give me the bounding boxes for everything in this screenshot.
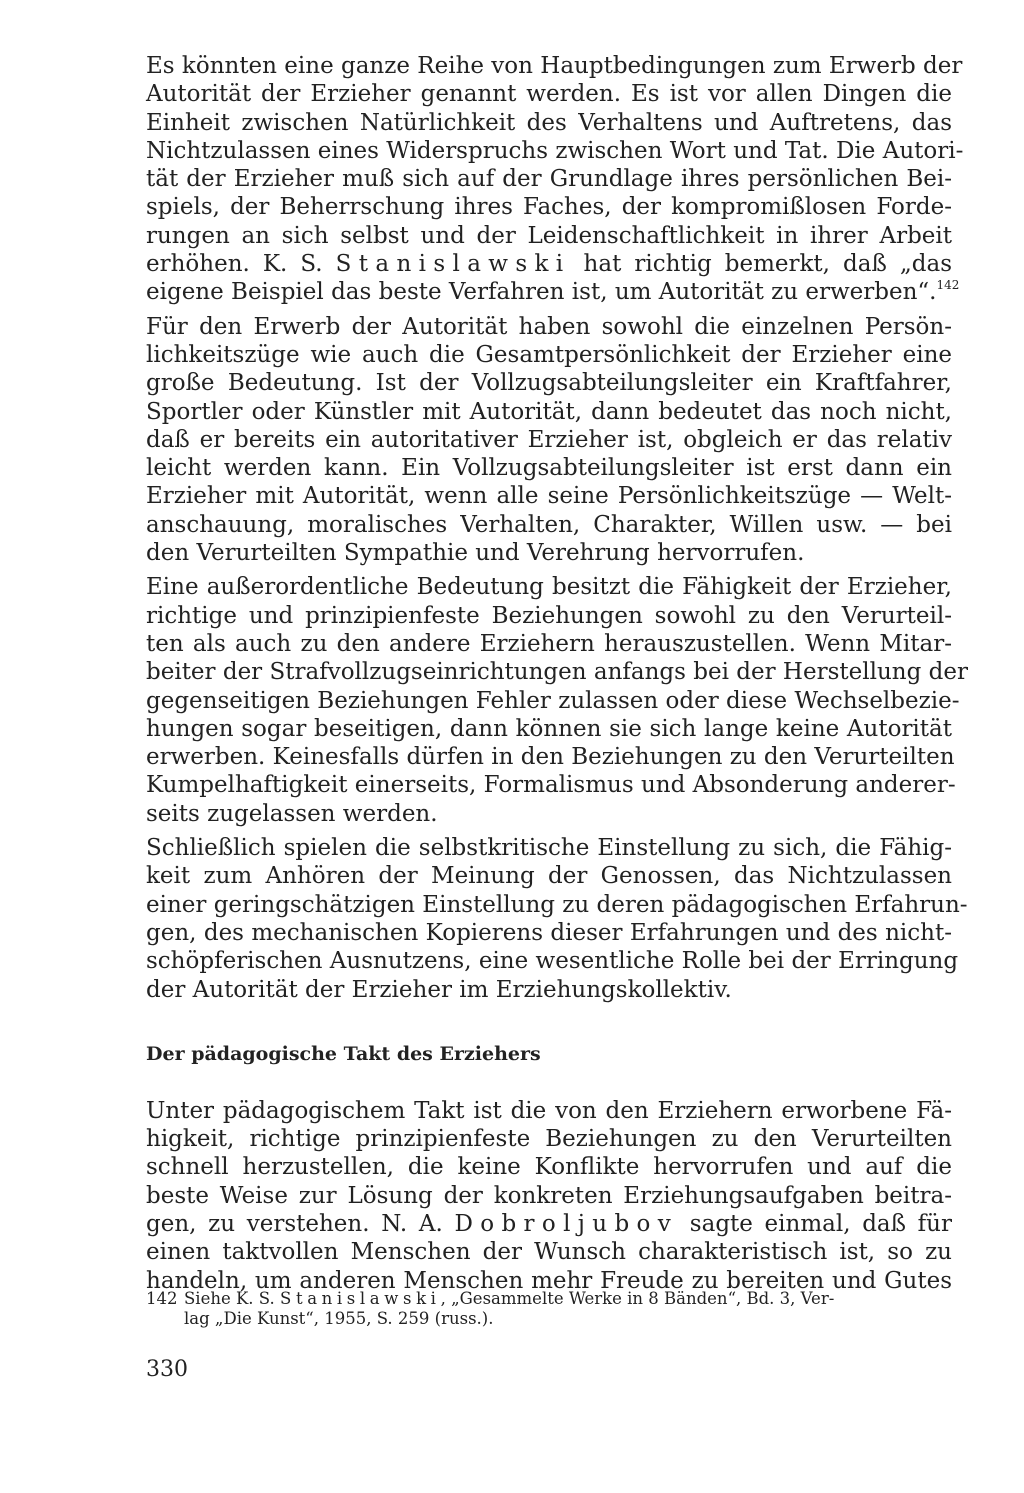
text-line: keit zum Anhören der Meinung der Genossen, das Nichtzulassen bbox=[146, 863, 952, 890]
text-line: handeln, um anderen Menschen mehr Freude zu bereiten und Gutes bbox=[146, 1267, 952, 1294]
text-line: der Autorität der Erzieher im Erziehungskollektiv. bbox=[146, 976, 732, 1003]
author-name: Stanislawski bbox=[335, 251, 571, 278]
footnote-line bbox=[146, 1289, 952, 1309]
text-line: Erzieher mit Autorität, wenn alle seine Persönlichkeitszüge — Welt- bbox=[146, 483, 952, 510]
text-line: Unter pädagogischem Takt ist die von den Erziehern erworbene Fä- bbox=[146, 1097, 952, 1124]
author-name: Stanislawski bbox=[280, 1289, 441, 1308]
paragraph-authority-conditions bbox=[146, 52, 964, 307]
text-line: daß er bereits ein autoritativer Erzieher ist, obgleich er das relativ bbox=[146, 426, 952, 453]
text-line: leicht werden kann. Ein Vollzugsabteilungsleiter ist erst dann ein bbox=[146, 455, 952, 482]
text-line: einer geringschätzigen Einstellung zu deren pädagogischen Erfahrun- bbox=[146, 891, 968, 918]
footnote-number: 142 bbox=[146, 1289, 178, 1308]
text-line: erwerben. Keinesfalls dürfen in den Beziehungen zu den Verurteilten bbox=[146, 744, 955, 771]
text-line: richtige und prinzipienfeste Beziehungen sowohl zu den Verurteil- bbox=[146, 602, 952, 629]
text-fragment: , „Gesammelte Werke in 8 Bänden“, Bd. 3, Ver- bbox=[440, 1289, 835, 1308]
text-line: einen taktvollen Menschen der Wunsch charakteristisch ist, so zu bbox=[146, 1239, 952, 1266]
text-fragment: eigene Beispiel das beste Verfahren ist, um Autorität zu erwerben“. bbox=[146, 279, 937, 306]
text-line: Einheit zwischen Natürlichkeit des Verhaltens und Auftretens, das bbox=[146, 109, 952, 136]
text-line: ten als auch zu den andere Erziehern herauszustellen. Wenn Mitar- bbox=[146, 630, 952, 657]
footnote-line bbox=[146, 1309, 952, 1329]
text-line: anschauung, moralisches Verhalten, Charakter, Willen usw. — bei bbox=[146, 511, 952, 538]
text-fragment: hat richtig bemerkt, daß „das bbox=[583, 251, 952, 278]
text-line: hungen sogar beseitigen, dann können sie sich lange keine Autorität bbox=[146, 715, 952, 742]
text-line: Kumpelhaftigkeit einerseits, Formalismus und Absonderung anderer- bbox=[146, 772, 956, 799]
text-line: Für den Erwerb der Autorität haben sowohl die einzelnen Persön- bbox=[146, 313, 952, 340]
text-line: Sportler oder Künstler mit Autorität, dann bedeutet das noch nicht, bbox=[146, 398, 952, 425]
text-line: Schließlich spielen die selbstkritische Einstellung zu sich, die Fähig- bbox=[146, 835, 952, 862]
text-line: schöpferischen Ausnutzens, eine wesentliche Rolle bei der Erringung bbox=[146, 948, 959, 975]
author-name: Dobroljubov bbox=[454, 1210, 679, 1237]
page-number: 330 bbox=[146, 1357, 188, 1382]
text-line: lichkeitszüge wie auch die Gesamtpersönlichkeit der Erzieher eine bbox=[146, 341, 952, 368]
text-line bbox=[146, 250, 952, 278]
text-line: gegenseitigen Beziehungen Fehler zulassen oder diese Wechselbezie- bbox=[146, 687, 960, 714]
text-line: beste Weise zur Lösung der konkreten Erziehungsaufgaben beitra- bbox=[146, 1182, 952, 1209]
text-fragment: lag „Die Kunst“, 1955, S. 259 (russ.). bbox=[184, 1309, 494, 1328]
text-line: Es könnten eine ganze Reihe von Hauptbedingungen zum Erwerb der bbox=[146, 53, 963, 79]
text-line: gen, des mechanischen Kopierens dieser Erfahrungen und des nicht- bbox=[146, 919, 952, 946]
paragraph-self-criticism bbox=[146, 834, 968, 1004]
text-fragment: gen, zu verstehen. N. A. bbox=[146, 1210, 443, 1237]
footnote bbox=[146, 1289, 952, 1329]
text-line: beiter der Strafvollzugseinrichtungen anfangs bei der Herstellung der bbox=[146, 659, 968, 686]
text-line bbox=[146, 278, 960, 306]
text-line: higkeit, richtige prinzipienfeste Beziehungen zu den Verurteilten bbox=[146, 1126, 952, 1153]
page-body bbox=[146, 52, 968, 1295]
text-line: seits zugelassen werden. bbox=[146, 800, 438, 827]
footnote-reference[interactable]: 142 bbox=[936, 278, 960, 293]
paragraph-personality-traits bbox=[146, 313, 952, 568]
section-heading: Der pädagogische Takt des Erziehers bbox=[146, 1042, 541, 1065]
text-line bbox=[146, 1210, 952, 1238]
text-line: spiels, der Beherrschung ihres Faches, der kompromißlosen Forde- bbox=[146, 194, 952, 221]
text-line: Nichtzulassen eines Widerspruchs zwischen Wort und Tat. Die Autori- bbox=[146, 137, 964, 164]
text-fragment: Siehe K. S. bbox=[184, 1289, 275, 1308]
text-line: große Bedeutung. Ist der Vollzugsabteilungsleiter ein Kraftfahrer, bbox=[146, 370, 952, 397]
text-line: rungen an sich selbst und der Leidenschaftlichkeit in ihrer Arbeit bbox=[146, 222, 952, 249]
text-line: Autorität der Erzieher genannt werden. Es ist vor allen Dingen die bbox=[146, 81, 952, 108]
text-fragment: erhöhen. K. S. bbox=[146, 251, 323, 278]
text-fragment: sagte einmal, daß für bbox=[689, 1210, 952, 1237]
text-line: den Verurteilten Sympathie und Verehrung hervorrufen. bbox=[146, 540, 805, 567]
text-line: schnell herzustellen, die keine Konflikte hervorrufen und auf die bbox=[146, 1154, 952, 1181]
paragraph-pedagogical-tact bbox=[146, 1097, 952, 1295]
text-line: Eine außerordentliche Bedeutung besitzt die Fähigkeit der Erzieher, bbox=[146, 574, 952, 601]
text-line: tät der Erzieher muß sich auf der Grundlage ihres persönlichen Bei- bbox=[146, 166, 952, 193]
paragraph-relationships bbox=[146, 573, 968, 828]
